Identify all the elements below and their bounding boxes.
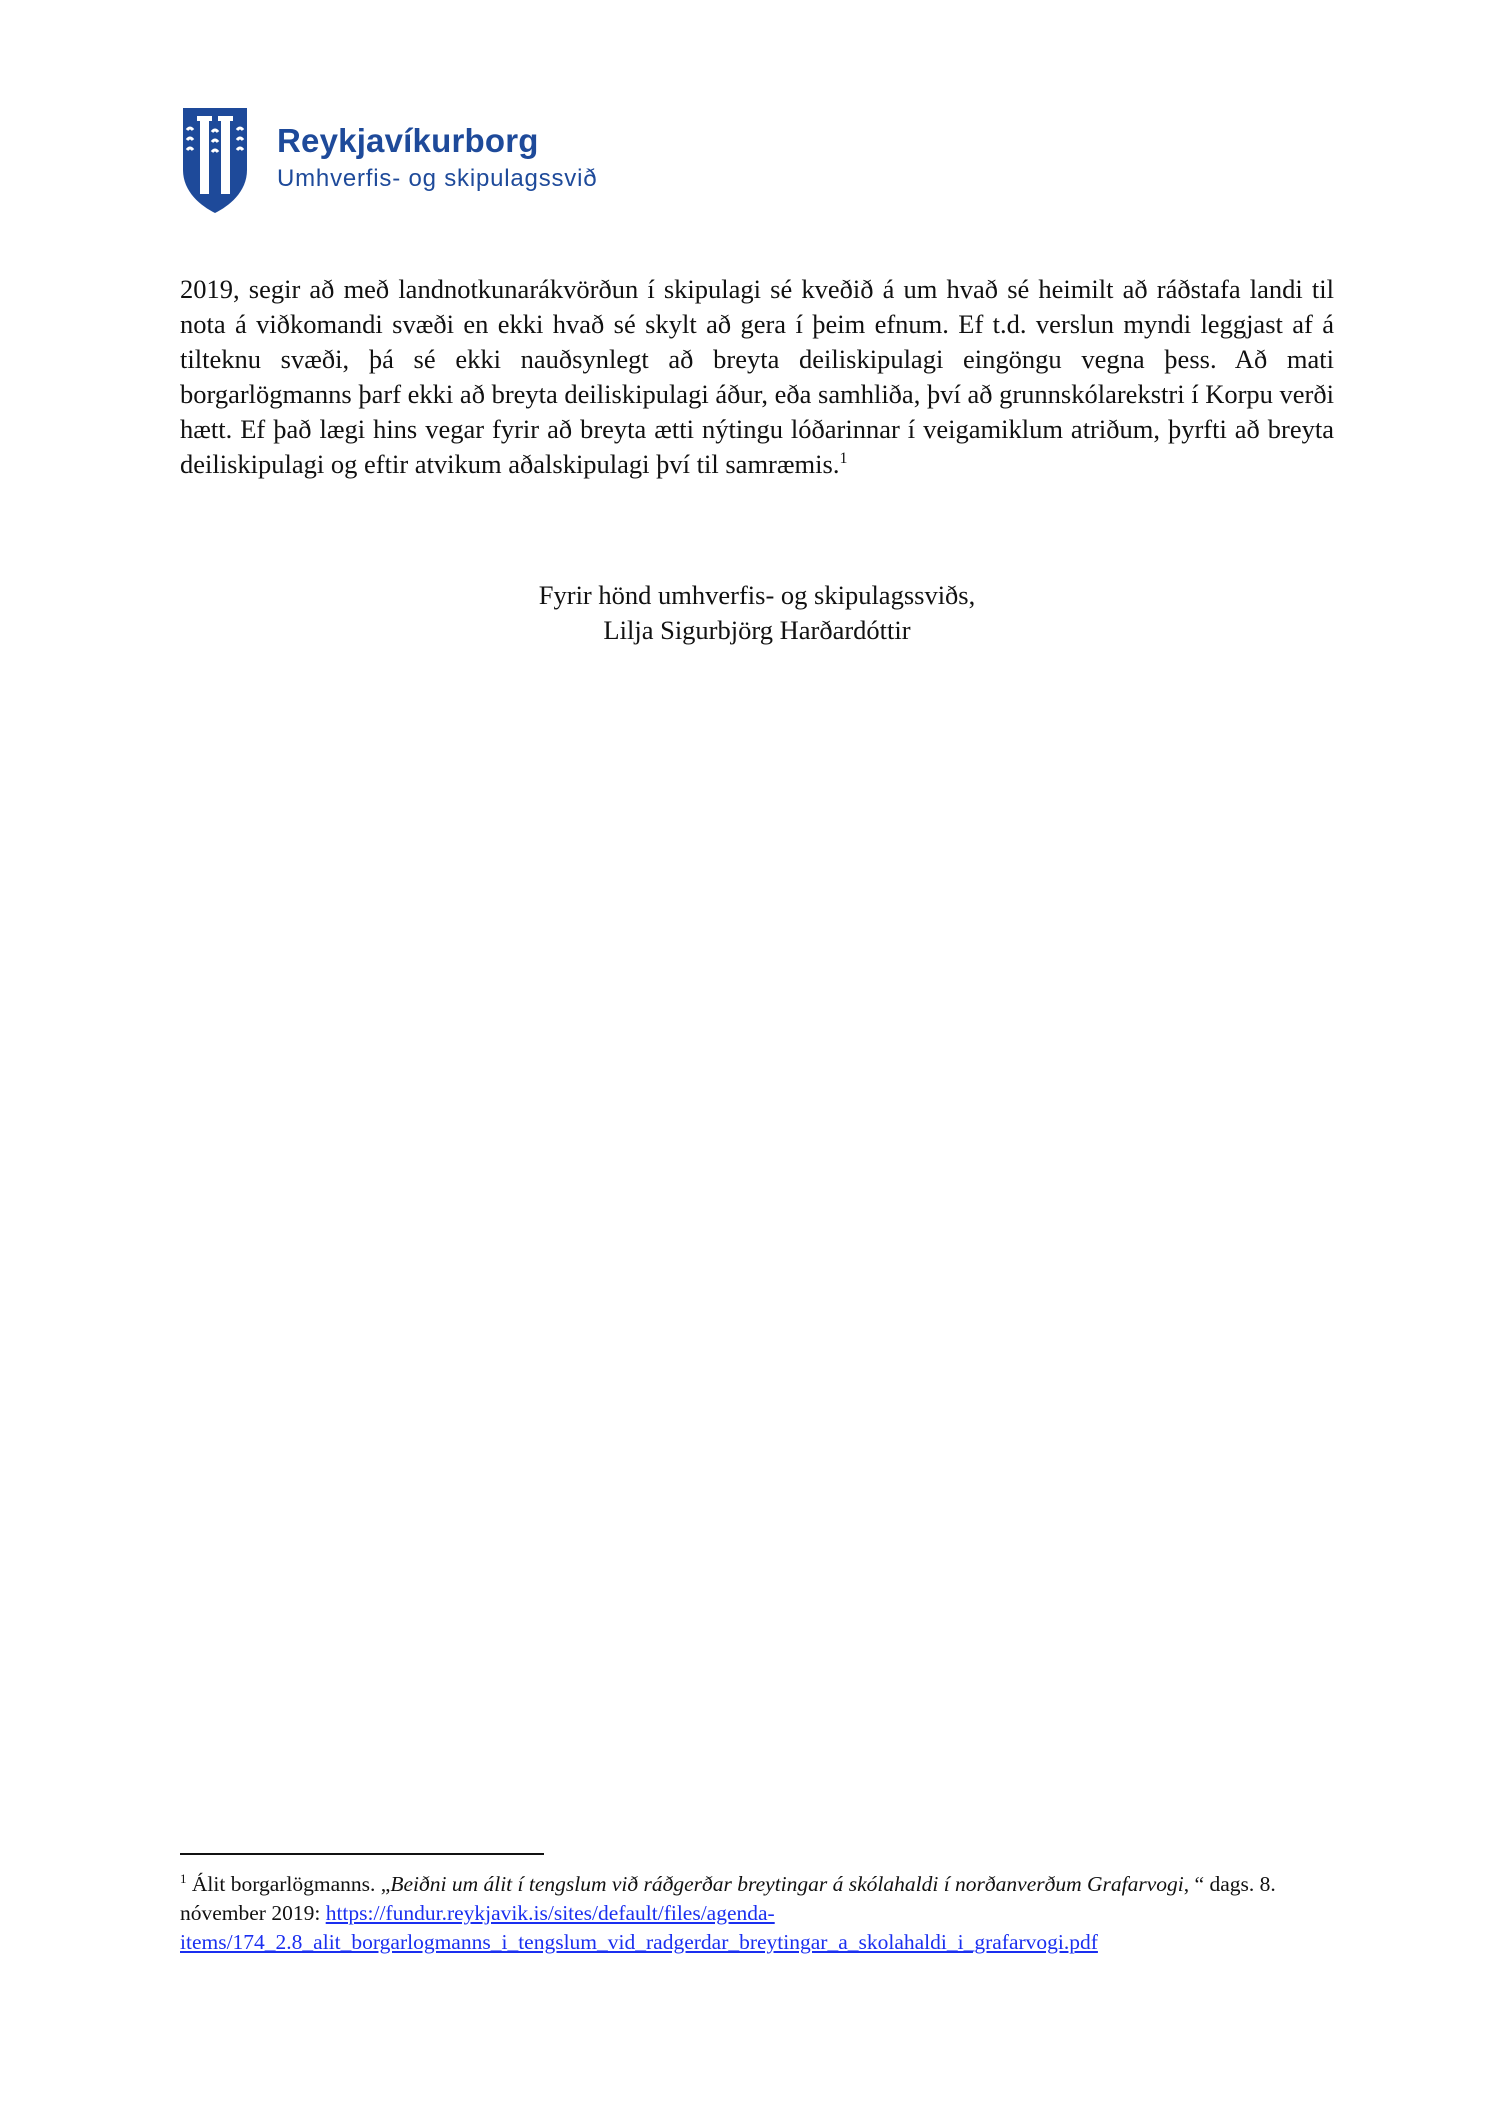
footnote-title: Beiðni um álit í tengslum við ráðgerðar breytingar á skólahaldi í norðanverðum Grafarvogi — [390, 1872, 1184, 1896]
city-crest-icon — [183, 108, 247, 213]
signature-name: Lilja Sigurbjörg Harðardóttir — [603, 615, 911, 645]
letterhead — [183, 108, 597, 213]
footnote-link[interactable]: https://fundur.reykjavik.is/sites/default/files/agenda-items/174_2.8_alit_borgarlogmanns_i_tengslum_vid_radgerdar_breytingar_a_skolahaldi_i_grafarvogi.pdf — [180, 1901, 1098, 1954]
footnote-date: , “ dags. 8. nóvember 2019: — [180, 1872, 1276, 1925]
body-paragraph-text: 2019, segir að með landnotkunarákvörðun í skipulagi sé kveðið á um hvað sé heimilt að ráðstafa landi til nota á viðkomandi svæði en ekki hvað sé skylt að gera í þeim efnum. Ef t.d. verslun myndi leggjast af á tilteknu svæði, þá sé ekki nauðsynlegt að breyta deiliskipulagi eingöngu vegna þess. Að mati borgarlögmanns þarf ekki að breyta deiliskipulagi áður, eða samhliða, því að grunnskólarekstri í Korpu verði hætt. Ef það lægi hins vegar fyrir að breyta ætti nýtingu lóðarinnar í veigamiklum atriðum, þyrfti að breyta deiliskipulagi og eftir atvikum aðalskipulagi því til samræmis. — [180, 274, 1334, 479]
org-name: Reykjavíkurborg — [277, 122, 539, 159]
footnote-reference[interactable]: 1 — [839, 450, 848, 468]
body-paragraph — [180, 272, 1334, 482]
signature-block — [180, 578, 1334, 648]
letterhead-text — [277, 122, 597, 194]
footnote — [180, 1870, 1334, 1957]
department-name: Umhverfis- og skipulagssvið — [277, 165, 598, 192]
footnote-separator — [180, 1853, 544, 1855]
footnote-number: 1 — [180, 1870, 187, 1886]
footnote-prefix: Álit borgarlögmanns. „ — [186, 1872, 391, 1896]
signature-line-1: Fyrir hönd umhverfis- og skipulagssviðs, — [538, 580, 976, 610]
